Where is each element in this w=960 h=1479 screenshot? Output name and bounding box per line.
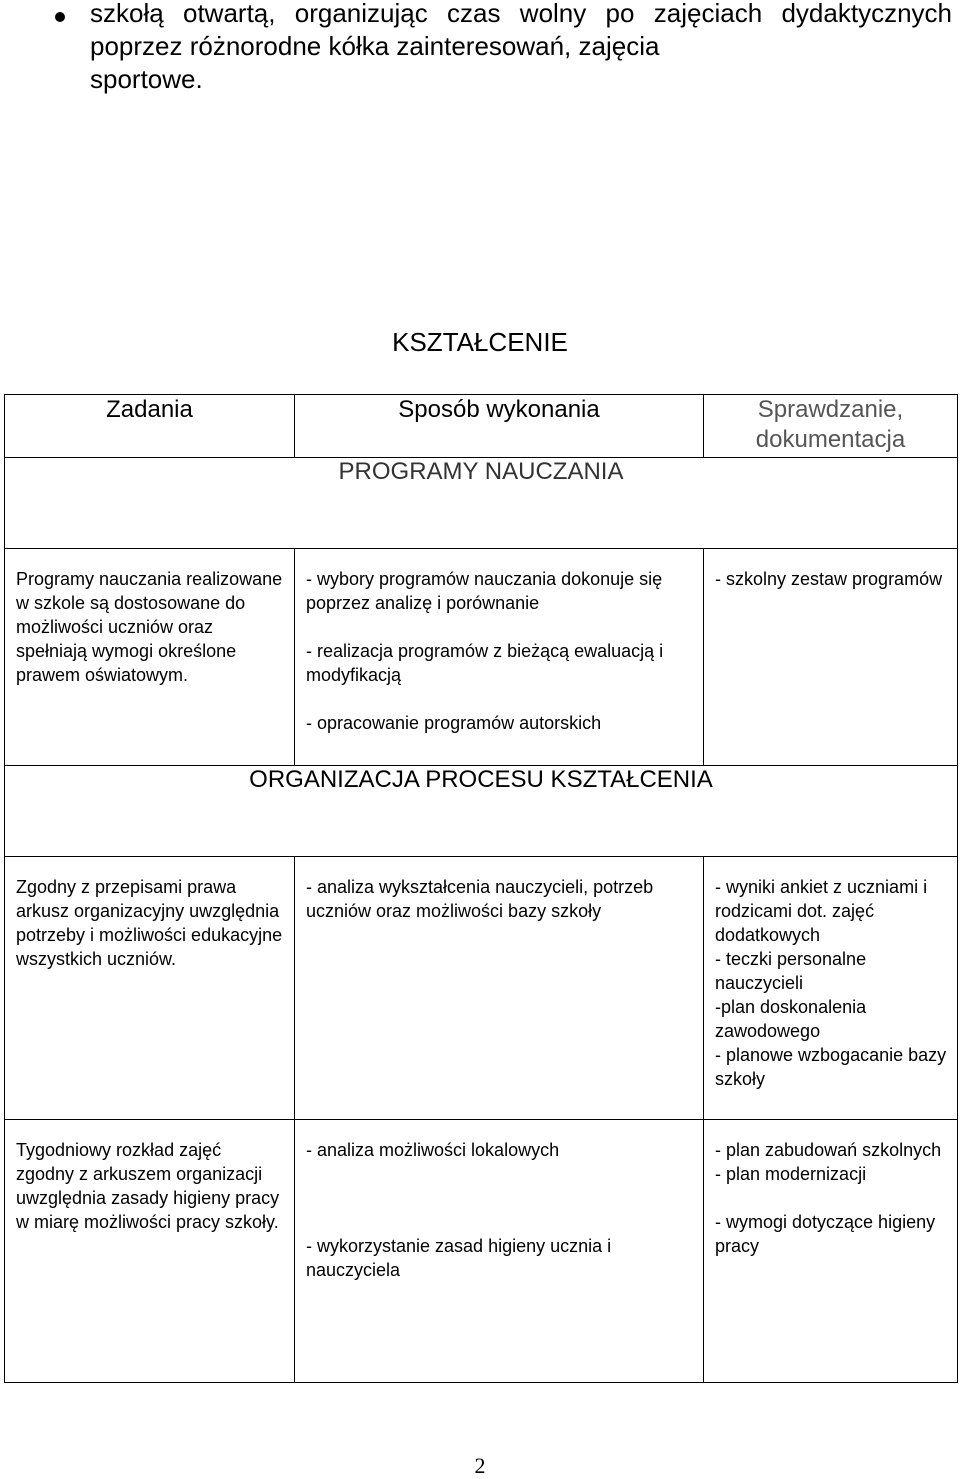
- check-cell: - szkolny zestaw programów: [715, 569, 943, 589]
- method-cell: - analiza wykształcenia nauczycieli, potrzeb uczniów oraz możliwości bazy szkoły: [306, 877, 654, 921]
- check-cell: - wyniki ankiet z uczniami i rodzicami dot. zajęć dodatkowych - teczki personalne nauczycieli -plan doskonalenia zawodowego - planowe wzbogacanie bazy szkoły: [715, 877, 947, 1089]
- intro-bullet-line-last: sportowe.: [90, 64, 203, 94]
- header-check: Sprawdzanie, dokumentacja: [704, 395, 958, 458]
- page-title: KSZTAŁCENIE: [392, 327, 568, 357]
- table-row: [5, 549, 958, 766]
- task-cell: Programy nauczania realizowane w szkole są dostosowane do możliwości uczniów oraz spełniają wymogi określone prawem oświatowym.: [16, 569, 283, 685]
- section-heading-row: [5, 766, 958, 857]
- table-header-row: [5, 395, 958, 458]
- header-method: Sposób wykonania: [295, 395, 704, 458]
- section-heading: ORGANIZACJA PROCESU KSZTAŁCENIA: [5, 766, 958, 857]
- intro-bullet-text: [90, 0, 952, 96]
- page-number: 2: [474, 1453, 486, 1478]
- bullet-icon: [55, 12, 65, 22]
- intro-bullet-line-main: szkołą otwartą, organizując czas wolny po zajęciach dydaktycznych poprzez różnorodne kółka zainteresowań, zajęcia: [90, 0, 952, 61]
- method-cell: - analiza możliwości lokalowych - wykorzystanie zasad higieny ucznia i nauczyciela: [306, 1140, 612, 1280]
- education-table: [4, 394, 958, 1383]
- section-heading: PROGRAMY NAUCZANIA: [5, 458, 958, 549]
- method-cell: - wybory programów nauczania dokonuje się poprzez analizę i porównanie - realizacja programów z bieżącą ewaluacją i modyfikacją - opracowanie programów autorskich: [306, 569, 664, 733]
- table-row: [5, 857, 958, 1120]
- task-cell: Zgodny z przepisami prawa arkusz organizacyjny uwzględnia potrzeby i możliwości edukacyjne wszystkich uczniów.: [16, 877, 283, 969]
- section-heading-row: [5, 458, 958, 549]
- check-cell: - plan zabudowań szkolnych - plan modernizacji - wymogi dotyczące higieny pracy: [715, 1140, 942, 1256]
- task-cell: Tygodniowy rozkład zajęć zgodny z arkuszem organizacji uwzględnia zasady higieny pracy w miarę możliwości pracy szkoły.: [16, 1140, 280, 1232]
- table-row: [5, 1120, 958, 1383]
- header-tasks: Zadania: [5, 395, 295, 458]
- intro-bullet: [0, 0, 960, 100]
